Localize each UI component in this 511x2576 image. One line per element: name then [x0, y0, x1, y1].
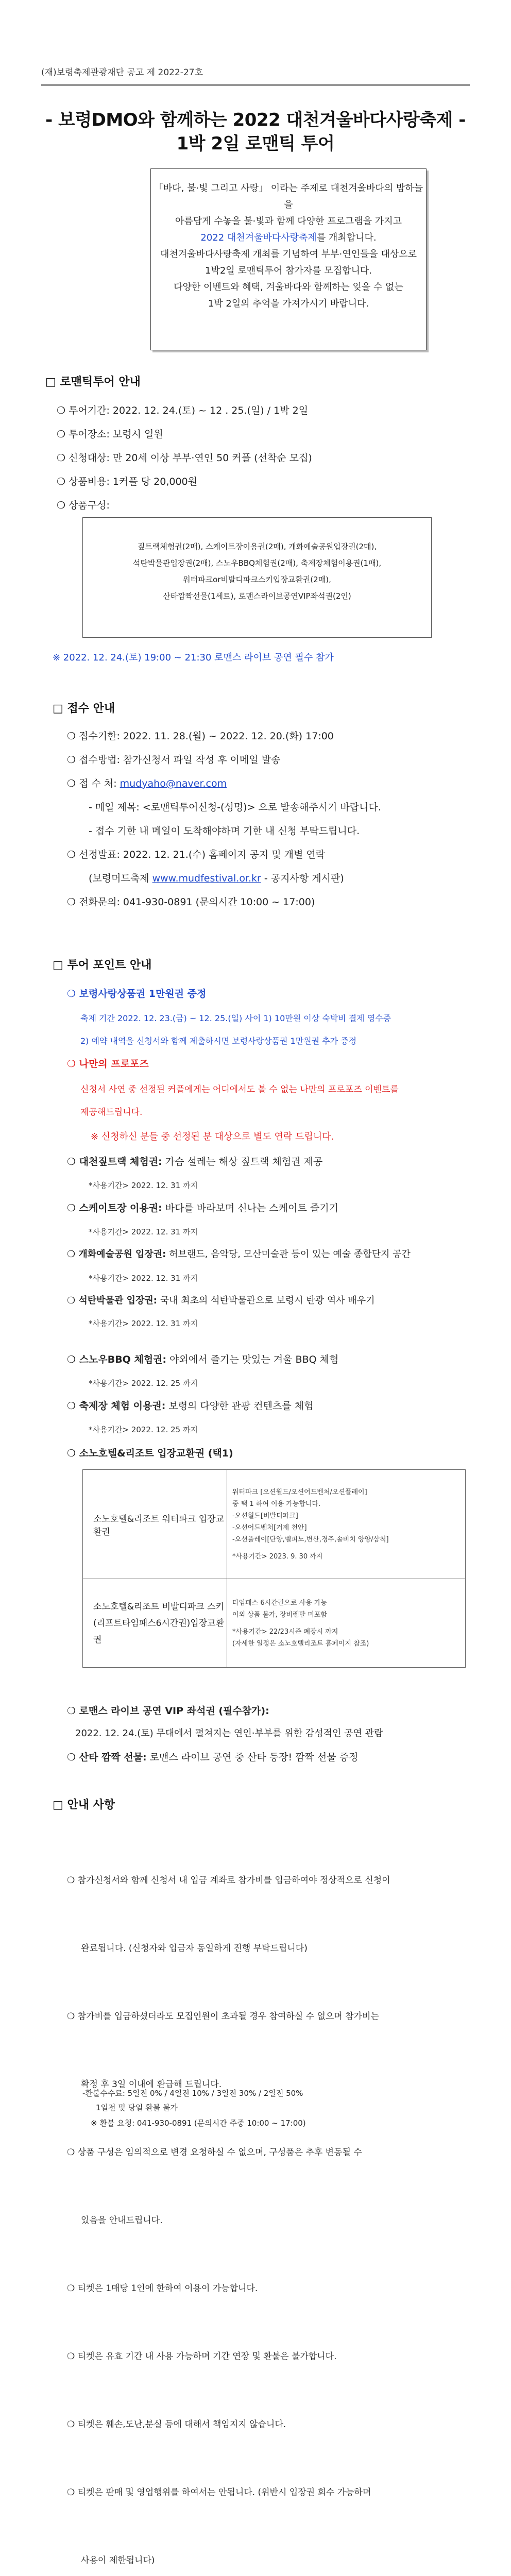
table-row [83, 1579, 466, 1668]
coal-row: ❍ 석탄박물관 입장권: 국내 최초의 석탄박물관으로 보령시 탄광 역사 배우기 [67, 1295, 375, 1306]
composition-box [82, 517, 432, 638]
tour-heading: □ 로맨틱투어 안내 [45, 376, 141, 388]
list-item: ❍ 참가신청서와 함께 신청서 내 입금 계좌로 참가비를 입금하여야 정상적으로 신청이 [67, 1875, 390, 1886]
refund-fee: -환불수수료: 5일전 0% / 4일전 10% / 3일전 30% / 2일전 50% [82, 2089, 303, 2098]
reception-heading: □ 접수 안내 [53, 702, 115, 715]
tour-composition-label: ❍ 상품구성: [57, 500, 110, 511]
pass-name: 소노호텔&리조트 비발디파크 스키 (리프트타임패스6시간권)입장교환권 [83, 1579, 227, 1668]
guide-heading: □ 안내 사항 [53, 1799, 115, 1811]
refund-fee2: 1일전 및 당일 환불 불가 [96, 2103, 178, 2112]
refund-contact: ※ 환불 요청: 041-930-0891 (문의시간 주중 10:00 ~ 17:00) [91, 2119, 306, 2128]
skate-period: *사용기간> 2022. 12. 31 까지 [89, 1227, 198, 1236]
art-period: *사용기간> 2022. 12. 31 까지 [89, 1274, 198, 1283]
top-divider [41, 84, 470, 86]
intro-line6: 다양한 이벤트와 혜택, 겨울바다와 함께하는 잊을 수 없는 [174, 282, 403, 293]
reception-email-row: ❍ 접 수 처: mudyaho@naver.com [67, 778, 227, 789]
list-item: ❍ 상품 구성은 임의적으로 변경 요청하실 수 없으며, 구성품은 추후 변동될 수 [67, 2147, 362, 2158]
phone-inquiry: ❍ 전화문의: 041-930-0891 (문의시간 10:00 ~ 17:00) [67, 896, 315, 908]
art-row: ❍ 개화예술공원 입장권: 허브랜드, 음악당, 모산미술관 등이 있는 예술 종합단지 공간 [67, 1249, 411, 1260]
page-title-line1: - 보령DMO와 함께하는 2022 대천겨울바다사랑축제 - [45, 110, 466, 130]
bbq-period: *사용기간> 2022. 12. 25 까지 [89, 1379, 198, 1388]
fest-period: *사용기간> 2022. 12. 25 까지 [89, 1425, 198, 1434]
list-item: 확정 후 3일 이내에 환급해 드립니다. [67, 2079, 222, 2090]
intro-line7: 1박 2일의 추억을 가져가시기 바랍니다. [208, 298, 369, 309]
gift-line2: 2) 예약 내역을 신청서와 함께 제출하시면 보령사랑상품권 1만원권 추가 증정 [80, 1036, 357, 1046]
vip-text: 2022. 12. 24.(토) 무대에서 펼쳐지는 연인·부부를 위한 감성적인 공연 관람 [75, 1728, 383, 1739]
gift-line1: 축제 기간 2022. 12. 23.(금) ~ 12. 25.(일) 사이 1) 10만원 이상 숙박비 결제 영수증 [80, 1013, 391, 1023]
page-title-line2: 1박 2일 로맨틱 투어 [176, 133, 335, 154]
tour-period: ❍ 투어기간: 2022. 12. 24.(토) ~ 12 . 25.(일) / 1박 2일 [57, 405, 309, 416]
fest-row: ❍ 축제장 체험 이용권: 보령의 다양한 관광 컨텐츠를 체험 [67, 1400, 314, 1412]
composition-line: 석탄박물관입장권(2매), 스노우BBQ체험권(2매), 축제장체험이용권(1매), [132, 558, 382, 568]
list-item: ❍ 티켓은 1매당 1인에 한하여 이용이 가능합니다. [67, 2283, 258, 2294]
intro-line1: 「바다, 불·빛 그리고 사랑」 이라는 주제로 대천겨울바다의 밤하늘을 [154, 183, 423, 210]
notice-number: (재)보령축제관광재단 공고 제 2022-27호 [41, 67, 203, 78]
reception-period: ❍ 접수기한: 2022. 11. 28.(월) ~ 2022. 12. 20.(화) 17:00 [67, 731, 334, 742]
points-heading: □ 투어 포인트 안내 [53, 959, 152, 972]
composition-line: 짚트랙체험권(2매), 스케이트장이용권(2매), 개화예술공원입장권(2매), [137, 542, 377, 551]
announce-date: ❍ 선정발표: 2022. 12. 21.(수) 홈페이지 공지 및 개별 연락 [67, 849, 326, 860]
list-item: ❍ 티켓은 판매 및 영업행위를 하여서는 안됩니다. (위반시 입장권 회수 가능하며 [67, 2487, 371, 2498]
composition-line: 산타깜짝선물(1세트), 로맨스라이브공연VIP좌석권(2인) [163, 591, 351, 601]
sono-title: ❍ 소노호텔&리조트 입장교환권 (택1) [67, 1448, 233, 1459]
tour-note: ※ 2022. 12. 24.(토) 19:00 ~ 21:30 로맨스 라이브 공연 필수 참가 [53, 652, 334, 663]
proposal-note: ※ 신청하신 분들 중 선정된 분 대상으로 별도 연락 드립니다. [91, 1131, 334, 1142]
list-item: ❍ 참가비를 입금하셨더라도 모집인원이 초과될 경우 참여하실 수 없으며 참가비는 [67, 2011, 379, 2022]
mail-deadline-note: - 접수 기한 내 메일이 도착해야하며 기한 내 신청 부탁드립니다. [89, 825, 360, 837]
proposal-line1: 신청서 사연 중 선정된 커플에게는 어디에서도 볼 수 없는 나만의 프로포즈 이벤트를 [80, 1084, 399, 1095]
sono-pass-table [82, 1469, 466, 1668]
reception-method: ❍ 접수방법: 참가신청서 파일 작성 후 이메일 발송 [67, 754, 281, 766]
intro-line2: 아름답게 수놓을 불·빛과 함께 다양한 프로그램을 가지고 [175, 216, 402, 227]
site-link[interactable]: www.mudfestival.or.kr [152, 873, 261, 884]
list-item: ❍ 티켓은 유효 기간 내 사용 가능하며 기간 연장 및 환불은 불가합니다. [67, 2351, 337, 2362]
pass-name: 소노호텔&리조트 워터파크 입장교환권 [83, 1470, 227, 1579]
proposal-title: ❍ 나만의 프로포즈 [67, 1058, 149, 1070]
vip-title: ❍ 로맨스 라이브 공연 VIP 좌석권 (필수참가): [67, 1705, 269, 1717]
pass-desc: 타임패스 6시간권으로 사용 가능 이외 상품 불가, 장비렌탈 미포함 *사용기간> 22/23시즌 폐장시 까지 (자세한 일정은 소노호텔리조트 홈페이지 참조) [227, 1579, 466, 1668]
zipline-period: *사용기간> 2022. 12. 31 까지 [89, 1181, 198, 1190]
list-item: 사용이 제한됩니다) [67, 2555, 155, 2566]
mail-title-note: - 메일 제목: <로맨틱투어신청-(성명)> 으로 발송해주시기 바랍니다. [89, 802, 381, 813]
santa-row: ❍ 산타 깜짝 선물: 로맨스 라이브 공연 중 산타 등장! 깜짝 선물 증정 [67, 1752, 359, 1763]
tour-place: ❍ 투어장소: 보령시 일원 [57, 429, 163, 440]
gift-title: ❍ 보령사랑상품권 1만원권 증정 [67, 988, 207, 999]
email-link[interactable]: mudyaho@naver.com [120, 778, 227, 789]
guide-list [67, 1824, 390, 2576]
composition-line: 워터파크or비발디파크스키입장교환권(2매), [183, 575, 331, 584]
coal-period: *사용기간> 2022. 12. 31 까지 [89, 1319, 198, 1328]
skate-row: ❍ 스케이트장 이용권: 바다를 바라보며 신나는 스케이트 즐기기 [67, 1202, 338, 1214]
list-item: 완료됩니다. (신청자와 입금자 동일하게 진행 부탁드립니다) [67, 1943, 308, 1954]
list-item: ❍ 티켓은 훼손,도난,분실 등에 대해서 책임지지 않습니다. [67, 2419, 286, 2430]
bbq-row: ❍ 스노우BBQ 체험권: 야외에서 즐기는 맛있는 겨울 BBQ 체험 [67, 1354, 339, 1365]
zipline-row: ❍ 대천짚트랙 체험권: 가슴 설레는 해상 짚트랙 체험권 제공 [67, 1156, 323, 1167]
tour-price: ❍ 상품비용: 1커플 당 20,000원 [57, 476, 197, 487]
intro-line3: 2022 대천겨울바다사랑축제를 개최합니다. [200, 232, 377, 243]
intro-line4: 대천겨울바다사랑축제 개최를 기념하여 부부·연인들을 대상으로 [160, 249, 417, 260]
intro-box [150, 168, 427, 350]
proposal-line2: 제공해드립니다. [80, 1107, 143, 1117]
pass-desc: 워터파크 [오션월드/오션어드벤처/오션플레이] 중 택 1 하여 이용 가능합니다. -오션월드[비발디파크] -오션어드벤처[거제 천안] -오션플레이[단양,델피노,변산,경주,솔비치 양양/삼척] *사용기간> 2023. 9. 30 까지 [227, 1470, 466, 1579]
table-row [83, 1470, 466, 1579]
tour-target: ❍ 신청대상: 만 20세 이상 부부·연인 50 커플 (선착순 모집) [57, 452, 312, 464]
list-item: 있음을 안내드립니다. [67, 2215, 163, 2226]
announce-site-row: (보령머드축제 www.mudfestival.or.kr - 공지사항 게시판) [89, 873, 344, 884]
intro-line5: 1박2일 로맨틱투어 참가자를 모집합니다. [205, 265, 372, 276]
